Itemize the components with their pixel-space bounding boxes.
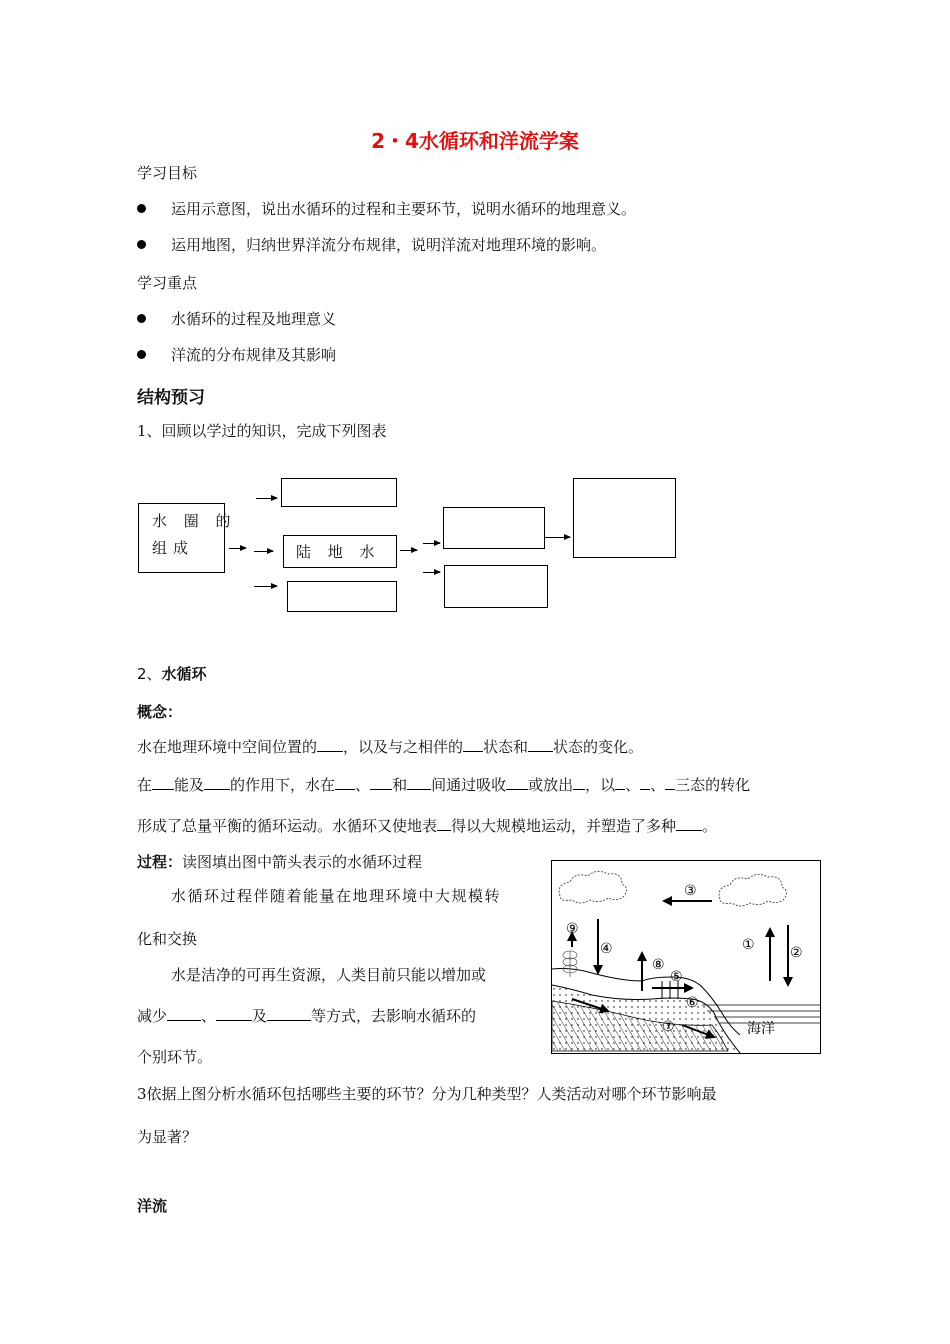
label-3: ③ (684, 883, 697, 899)
label-9: ⑨ (566, 921, 579, 937)
bullet-icon (137, 204, 146, 213)
arrow-icon (229, 548, 246, 549)
label-4: ④ (600, 941, 613, 957)
land-water-label: 陆 地 水 (296, 543, 381, 561)
cloud-icon (559, 871, 626, 903)
water-cycle-diagram (551, 860, 821, 1054)
label-7: ⑦ (662, 1019, 675, 1035)
question-1: 1、回顾以学过的知识，完成下列图表 (137, 422, 387, 440)
blank-box (287, 581, 397, 612)
arrow-icon (254, 586, 277, 587)
hydrosphere-label-2: 组成 (152, 539, 195, 557)
goals-heading: 学习目标 (137, 164, 198, 182)
label-6: ⑥ (686, 995, 699, 1011)
label-1: ① (742, 937, 755, 953)
para-1a: 水循环过程伴随着能量在地理环境中大规模转 (171, 887, 502, 905)
water-cycle-svg (552, 861, 820, 1053)
para-2c: 个别环节。 (137, 1048, 213, 1066)
concept-line-3: 形成了总量平衡的循环运动。水循环又使地表 得以大规模地运动，并塑造了多种 。 (137, 817, 718, 835)
bullet-icon (137, 314, 146, 323)
process-line: 过程：读图填出图中箭头表示的水循环过程 (137, 853, 423, 871)
tree-icon (563, 951, 577, 977)
goal-item: 运用地图，归纳世界洋流分布规律，说明洋流对地理环境的影响。 (171, 236, 607, 254)
arrow-icon (254, 551, 273, 552)
water-cycle-heading: 2、水循环 (137, 665, 207, 683)
label-5: ⑤ (670, 969, 683, 985)
blank-box (573, 478, 676, 558)
focus-heading: 学习重点 (137, 274, 198, 292)
arrow-icon (423, 572, 440, 573)
para-2a: 水是洁净的可再生资源，人类目前只能以增加或 (171, 966, 487, 984)
ocean-current-heading: 洋流 (137, 1197, 168, 1215)
focus-item: 洋流的分布规律及其影响 (171, 346, 337, 364)
blank-box (444, 565, 548, 608)
para-2b: 减少 、 及 等方式，去影响水循环的 (137, 1007, 477, 1025)
question-3-line-2: 为显著？ (137, 1128, 198, 1146)
concept-label: 概念： (137, 703, 183, 721)
arrow-icon (400, 550, 417, 551)
concept-line-1: 水在地理环境中空间位置的 ，以及与之相伴的 状态和 状态的变化。 (137, 738, 644, 756)
para-1b: 化和交换 (137, 930, 198, 948)
concept-line-2: 在 能及 的作用下，水在 、 和 间通过吸收 或放出 ，以 、 、 三态的转化 (137, 776, 751, 794)
preview-heading: 结构预习 (137, 388, 205, 408)
arrow-icon (256, 498, 277, 499)
label-2: ② (790, 945, 803, 961)
bullet-icon (137, 350, 146, 359)
arrow-icon (423, 543, 440, 544)
focus-item: 水循环的过程及地理意义 (171, 310, 337, 328)
ocean-label: 海洋 (747, 1021, 775, 1037)
blank-box (443, 507, 545, 549)
hydrosphere-label-1: 水 圈 的 (152, 512, 237, 530)
question-3-line-1: 3依据上图分析水循环包括哪些主要的环节？分为几种类型？人类活动对哪个环节影响最 (137, 1085, 717, 1103)
cloud-icon (719, 874, 786, 906)
goal-item: 运用示意图，说出水循环的过程和主要环节，说明水循环的地理意义。 (171, 200, 637, 218)
bullet-icon (137, 240, 146, 249)
arrow-icon (545, 537, 570, 538)
blank-box (281, 478, 397, 507)
label-8: ⑧ (652, 957, 665, 973)
page-title: 2・4水循环和洋流学案 (371, 129, 579, 153)
